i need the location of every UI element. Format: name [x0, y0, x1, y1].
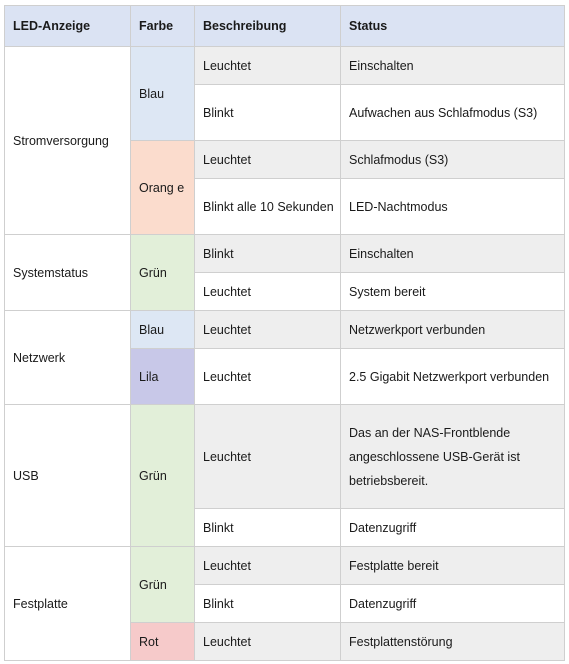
status-cell: Einschalten — [341, 235, 565, 273]
description-cell: Leuchtet — [195, 311, 341, 349]
color-cell-blue: Blau — [131, 47, 195, 141]
status-cell: 2.5 Gigabit Netzwerkport verbunden — [341, 349, 565, 405]
led-status-table — [4, 5, 565, 661]
table-header-row — [5, 6, 565, 47]
led-cell-system: Systemstatus — [5, 235, 131, 311]
status-cell: Einschalten — [341, 47, 565, 85]
header-status: Status — [341, 6, 565, 47]
color-cell-green: Grün — [131, 235, 195, 311]
header-color: Farbe — [131, 6, 195, 47]
description-cell: Leuchtet — [195, 623, 341, 661]
status-cell: Datenzugriff — [341, 585, 565, 623]
led-cell-network: Netzwerk — [5, 311, 131, 405]
color-cell-green: Grün — [131, 547, 195, 623]
description-cell: Blinkt — [195, 235, 341, 273]
description-cell: Blinkt — [195, 585, 341, 623]
header-description: Beschreibung — [195, 6, 341, 47]
color-cell-blue: Blau — [131, 311, 195, 349]
table-row — [5, 47, 565, 85]
description-cell: Blinkt — [195, 509, 341, 547]
led-cell-disk: Festplatte — [5, 547, 131, 661]
led-cell-power: Stromversorgung — [5, 47, 131, 235]
description-cell: Leuchtet — [195, 273, 341, 311]
status-cell: Festplatte bereit — [341, 547, 565, 585]
header-led: LED-Anzeige — [5, 6, 131, 47]
status-cell: Netzwerkport verbunden — [341, 311, 565, 349]
table-row — [5, 311, 565, 349]
status-cell: Festplattenstörung — [341, 623, 565, 661]
status-cell: Aufwachen aus Schlafmodus (S3) — [341, 85, 565, 141]
status-cell: Das an der NAS-Frontblende angeschlossene USB-Gerät ist betriebsbereit. — [341, 405, 565, 509]
status-cell: Datenzugriff — [341, 509, 565, 547]
description-cell: Blinkt — [195, 85, 341, 141]
color-cell-green: Grün — [131, 405, 195, 547]
description-cell: Blinkt alle 10 Sekunden — [195, 179, 341, 235]
status-cell: LED-Nachtmodus — [341, 179, 565, 235]
table-row — [5, 405, 565, 509]
led-cell-usb: USB — [5, 405, 131, 547]
description-cell: Leuchtet — [195, 405, 341, 509]
description-cell: Leuchtet — [195, 141, 341, 179]
color-cell-red: Rot — [131, 623, 195, 661]
table-row — [5, 547, 565, 585]
status-cell: System bereit — [341, 273, 565, 311]
description-cell: Leuchtet — [195, 547, 341, 585]
color-cell-purple: Lila — [131, 349, 195, 405]
description-cell: Leuchtet — [195, 47, 341, 85]
color-cell-orange: Orang e — [131, 141, 195, 235]
table-row — [5, 235, 565, 273]
status-cell: Schlafmodus (S3) — [341, 141, 565, 179]
description-cell: Leuchtet — [195, 349, 341, 405]
